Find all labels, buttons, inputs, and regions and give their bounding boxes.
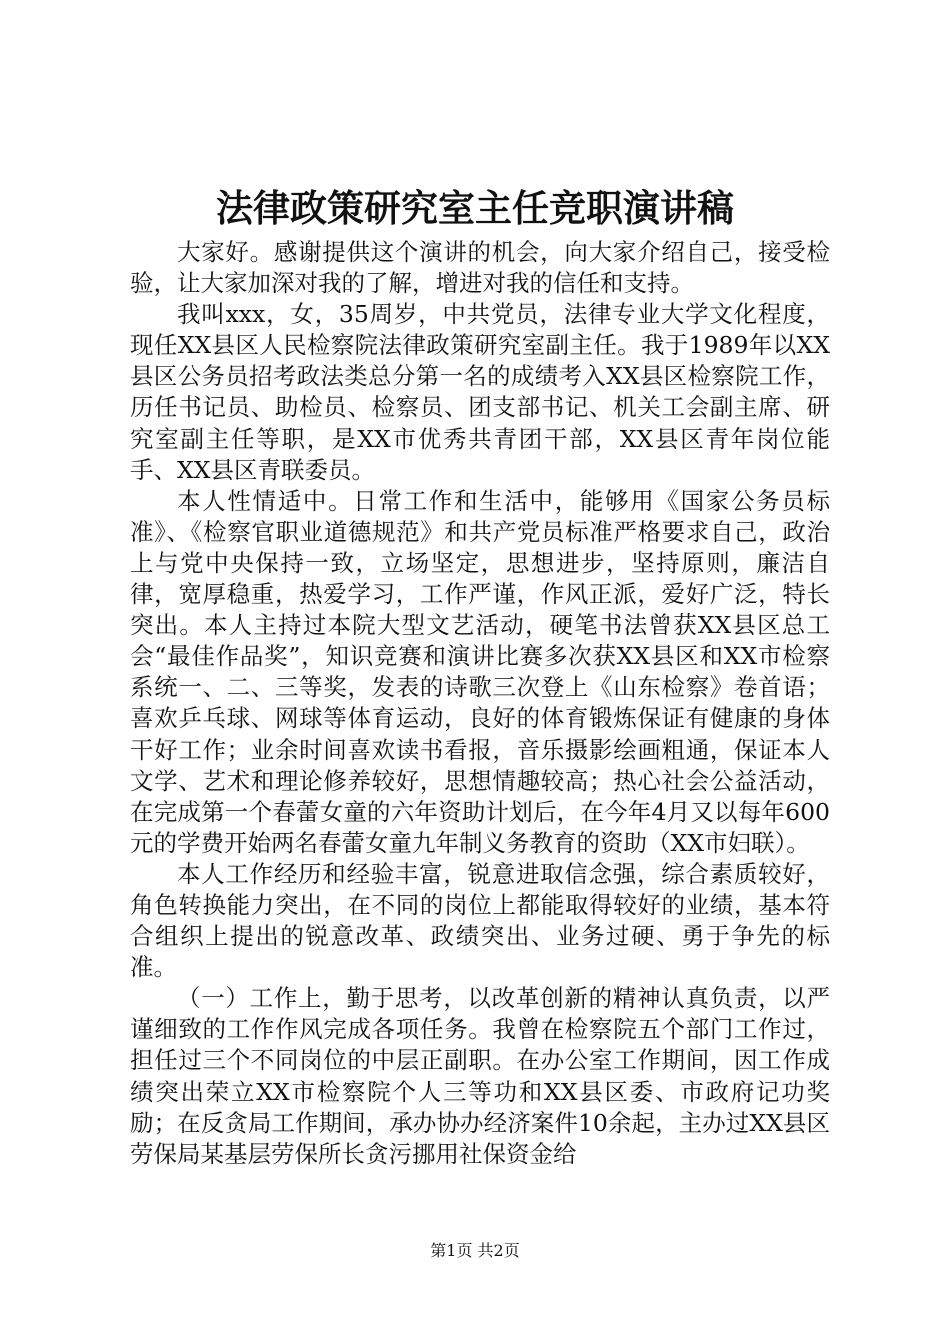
paragraph-work-section-one: （一）工作上，勤于思考，以改革创新的精神认真负责，以严谨细致的工作作风完成各项任务。我曾在检察院五个部门工作过，担任过三个不同岗位的中层正副职。在办公室工作期间，因工作成绩突出荣立XX市检察院个人三等功和XX县区委、市政府记功奖励；在反贪局工作期间，承办协办经济案件10余起，主办过XX县区劳保局某基层劳保所长贪污挪用社保资金给: [130, 984, 830, 1168]
paragraph-personal-character: 本人性情适中。日常工作和生活中，能够用《国家公务员标准》、《检察官职业道德规范》和共产党员标准严格要求自己，政治上与党中央保持一致，立场坚定，思想进步，坚持原则，廉洁自律，宽厚稳重，热爱学习，工作严谨，作风正派，爱好广泛，特长突出。本人主持过本院大型文艺活动，硬笔书法曾获XX县区总工会“最佳作品奖”，知识竞赛和演讲比赛多次获XX县区和XX市检察系统一、二、三等奖，发表的诗歌三次登上《山东检察》卷首语；喜欢乒乓球、网球等体育运动，良好的体育锻炼保证有健康的身体干好工作；业余时间喜欢读书看报，音乐摄影绘画粗通，保证本人文学、艺术和理论修养较好，思想情趣较高；热心社会公益活动，在完成第一个春蕾女童的六年资助计划后，在今年4月又以每年600元的学费开始两名春蕾女童九年制义务教育的资助（XX市妇联）。: [130, 486, 830, 857]
document-title: 法律政策研究室主任竞职演讲稿: [216, 186, 734, 230]
document-body: [130, 237, 830, 1170]
paragraph-self-introduction: 我叫xxx，女，35周岁，中共党员，法律专业大学文化程度，现任XX县区人民检察院法律政策研究室副主任。我于1989年以XX县区公务员招考政法类总分第一名的成绩考入XX县区检察院工作，历任书记员、助检员、检察员、团支部书记、机关工会副主席、研究室副主任等职，是XX市优秀共青团干部，XX县区青年岗位能手、XX县区青联委员。: [130, 300, 830, 484]
paragraph-work-experience: 本人工作经历和经验丰富，锐意进取信念强，综合素质较好，角色转换能力突出，在不同的岗位上都能取得较好的业绩，基本符合组织上提出的锐意改革、政绩突出、业务过硬、勇于争先的标准。: [130, 859, 830, 982]
paragraph-greeting: 大家好。感谢提供这个演讲的机会，向大家介绍自己，接受检验，让大家加深对我的了解，增进对我的信任和支持。: [130, 238, 830, 298]
page-footer: 第1页 共2页: [430, 1241, 520, 1260]
